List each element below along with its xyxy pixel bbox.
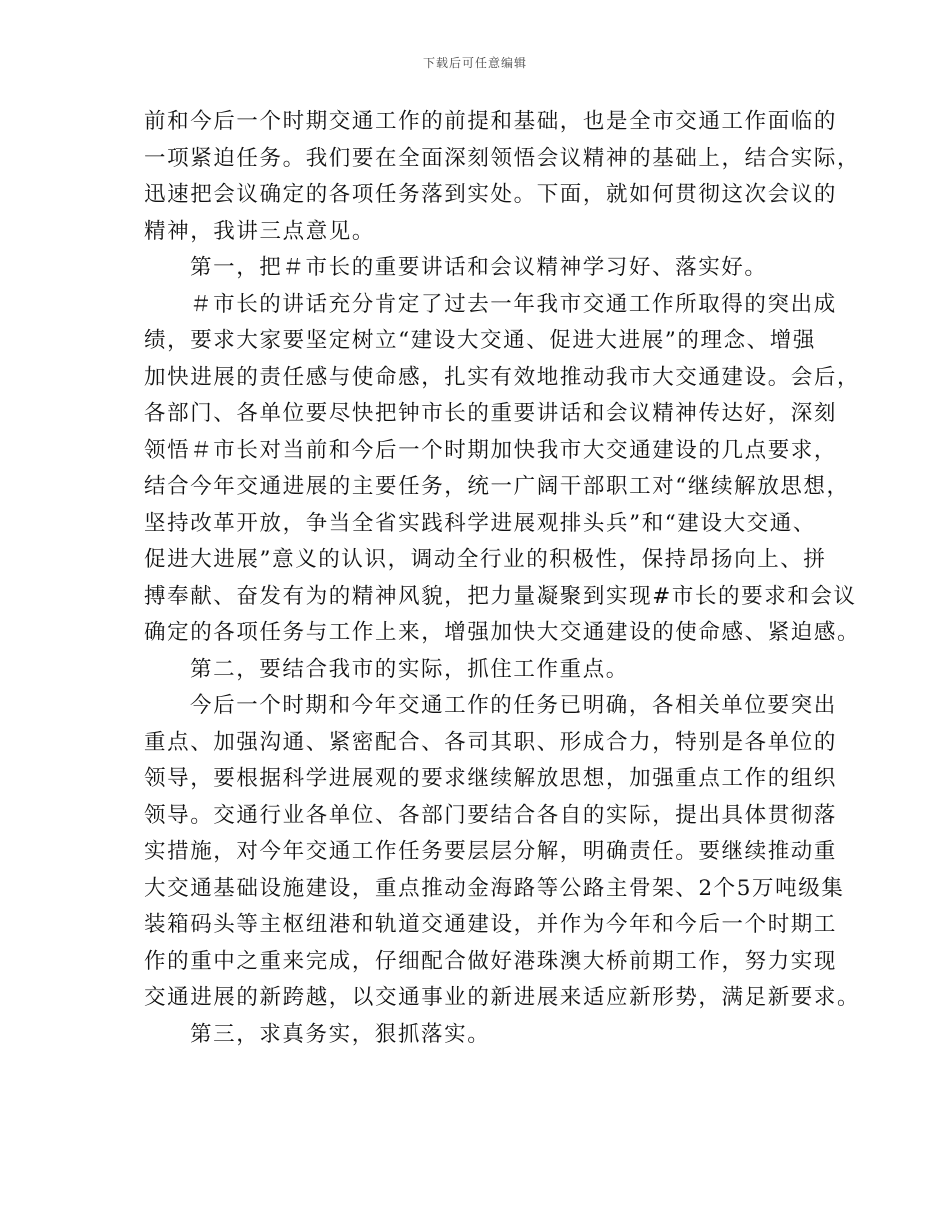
section-heading-1: 第一，把＃市长的重要讲话和会议精神学习好、落实好。 <box>190 255 768 280</box>
text-line: 促进大进展”意义的认识，调动全行业的积极性，保持昂扬向上、拼 <box>144 547 827 572</box>
text-line: 搏奉献、奋发有为的精神风貌，把力量凝聚到实现#市长的要求和会议 <box>144 583 857 609</box>
text-line: 作的重中之重来完成，仔细配合做好港珠澳大桥前期工作，努力实现 <box>144 948 838 974</box>
text-line: 前和今后一个时期交通工作的前提和基础，也是全市交通工作面临的 <box>144 109 838 134</box>
text-line: 领导。交通行业各单位、各部门要结合各自的实际，提出具体贯彻落 <box>144 802 838 828</box>
text-line: 今后一个时期和今年交通工作的任务已明确，各相关单位要突出 <box>190 693 837 718</box>
text-line: ＃市长的讲话充分肯定了过去一年我市交通工作所取得的突出成 <box>190 291 837 317</box>
section-heading-2: 第二，要结合我市的实际，抓住工作重点。 <box>190 656 629 682</box>
text-line: 结合今年交通进展的主要任务，统一广阔干部职工对“继续解放思想， <box>144 474 850 499</box>
text-line: 领导，要根据科学进展观的要求继续解放思想，加强重点工作的组织 <box>144 766 838 791</box>
page-header: 下载后可任意编辑 <box>422 56 527 70</box>
section-heading-3: 第三，求真务实，狠抓落实。 <box>190 1021 491 1047</box>
text-line: 领悟＃市长对当前和今后一个时期加快我市大交通建设的几点要求， <box>144 437 838 463</box>
text-line: 一项紧迫任务。我们要在全面深刻领悟会议精神的基础上，结合实际， <box>144 145 861 171</box>
text-line: 加快进展的责任感与使命感，扎实有效地推动我市大交通建设。会后， <box>144 364 861 390</box>
text-line: 各部门、各单位要尽快把钟市长的重要讲话和会议精神传达好，深刻 <box>144 401 838 426</box>
text-line: 坚持改革开放，争当全省实践科学进展观排头兵”和“建设大交通、 <box>144 510 816 536</box>
text-line: 确定的各项任务与工作上来，增强加快大交通建设的使命感、紧迫感。 <box>144 620 861 645</box>
text-line: 交通进展的新跨越，以交通事业的新进展来适应新形势，满足新要求。 <box>144 985 861 1010</box>
text-line: 精神，我讲三点意见。 <box>144 218 376 244</box>
text-line: 大交通基础设施建设，重点推动金海路等公路主骨架、2个5万吨级集 <box>144 875 845 901</box>
text-line: 装箱码头等主枢纽港和轨道交通建设，并作为今年和今后一个时期工 <box>144 912 838 937</box>
text-line: 实措施，对今年交通工作任务要层层分解，明确责任。要继续推动重 <box>144 839 838 864</box>
text-line: 重点、加强沟通、紧密配合、各司其职、形成合力，特别是各单位的 <box>144 729 838 755</box>
text-line: 迅速把会议确定的各项任务落到实处。下面，就如何贯彻这次会议的 <box>144 182 838 207</box>
document-body <box>144 104 861 1053</box>
text-line: 绩，要求大家要坚定树立“建设大交通、促进大进展”的理念、增强 <box>144 328 816 353</box>
